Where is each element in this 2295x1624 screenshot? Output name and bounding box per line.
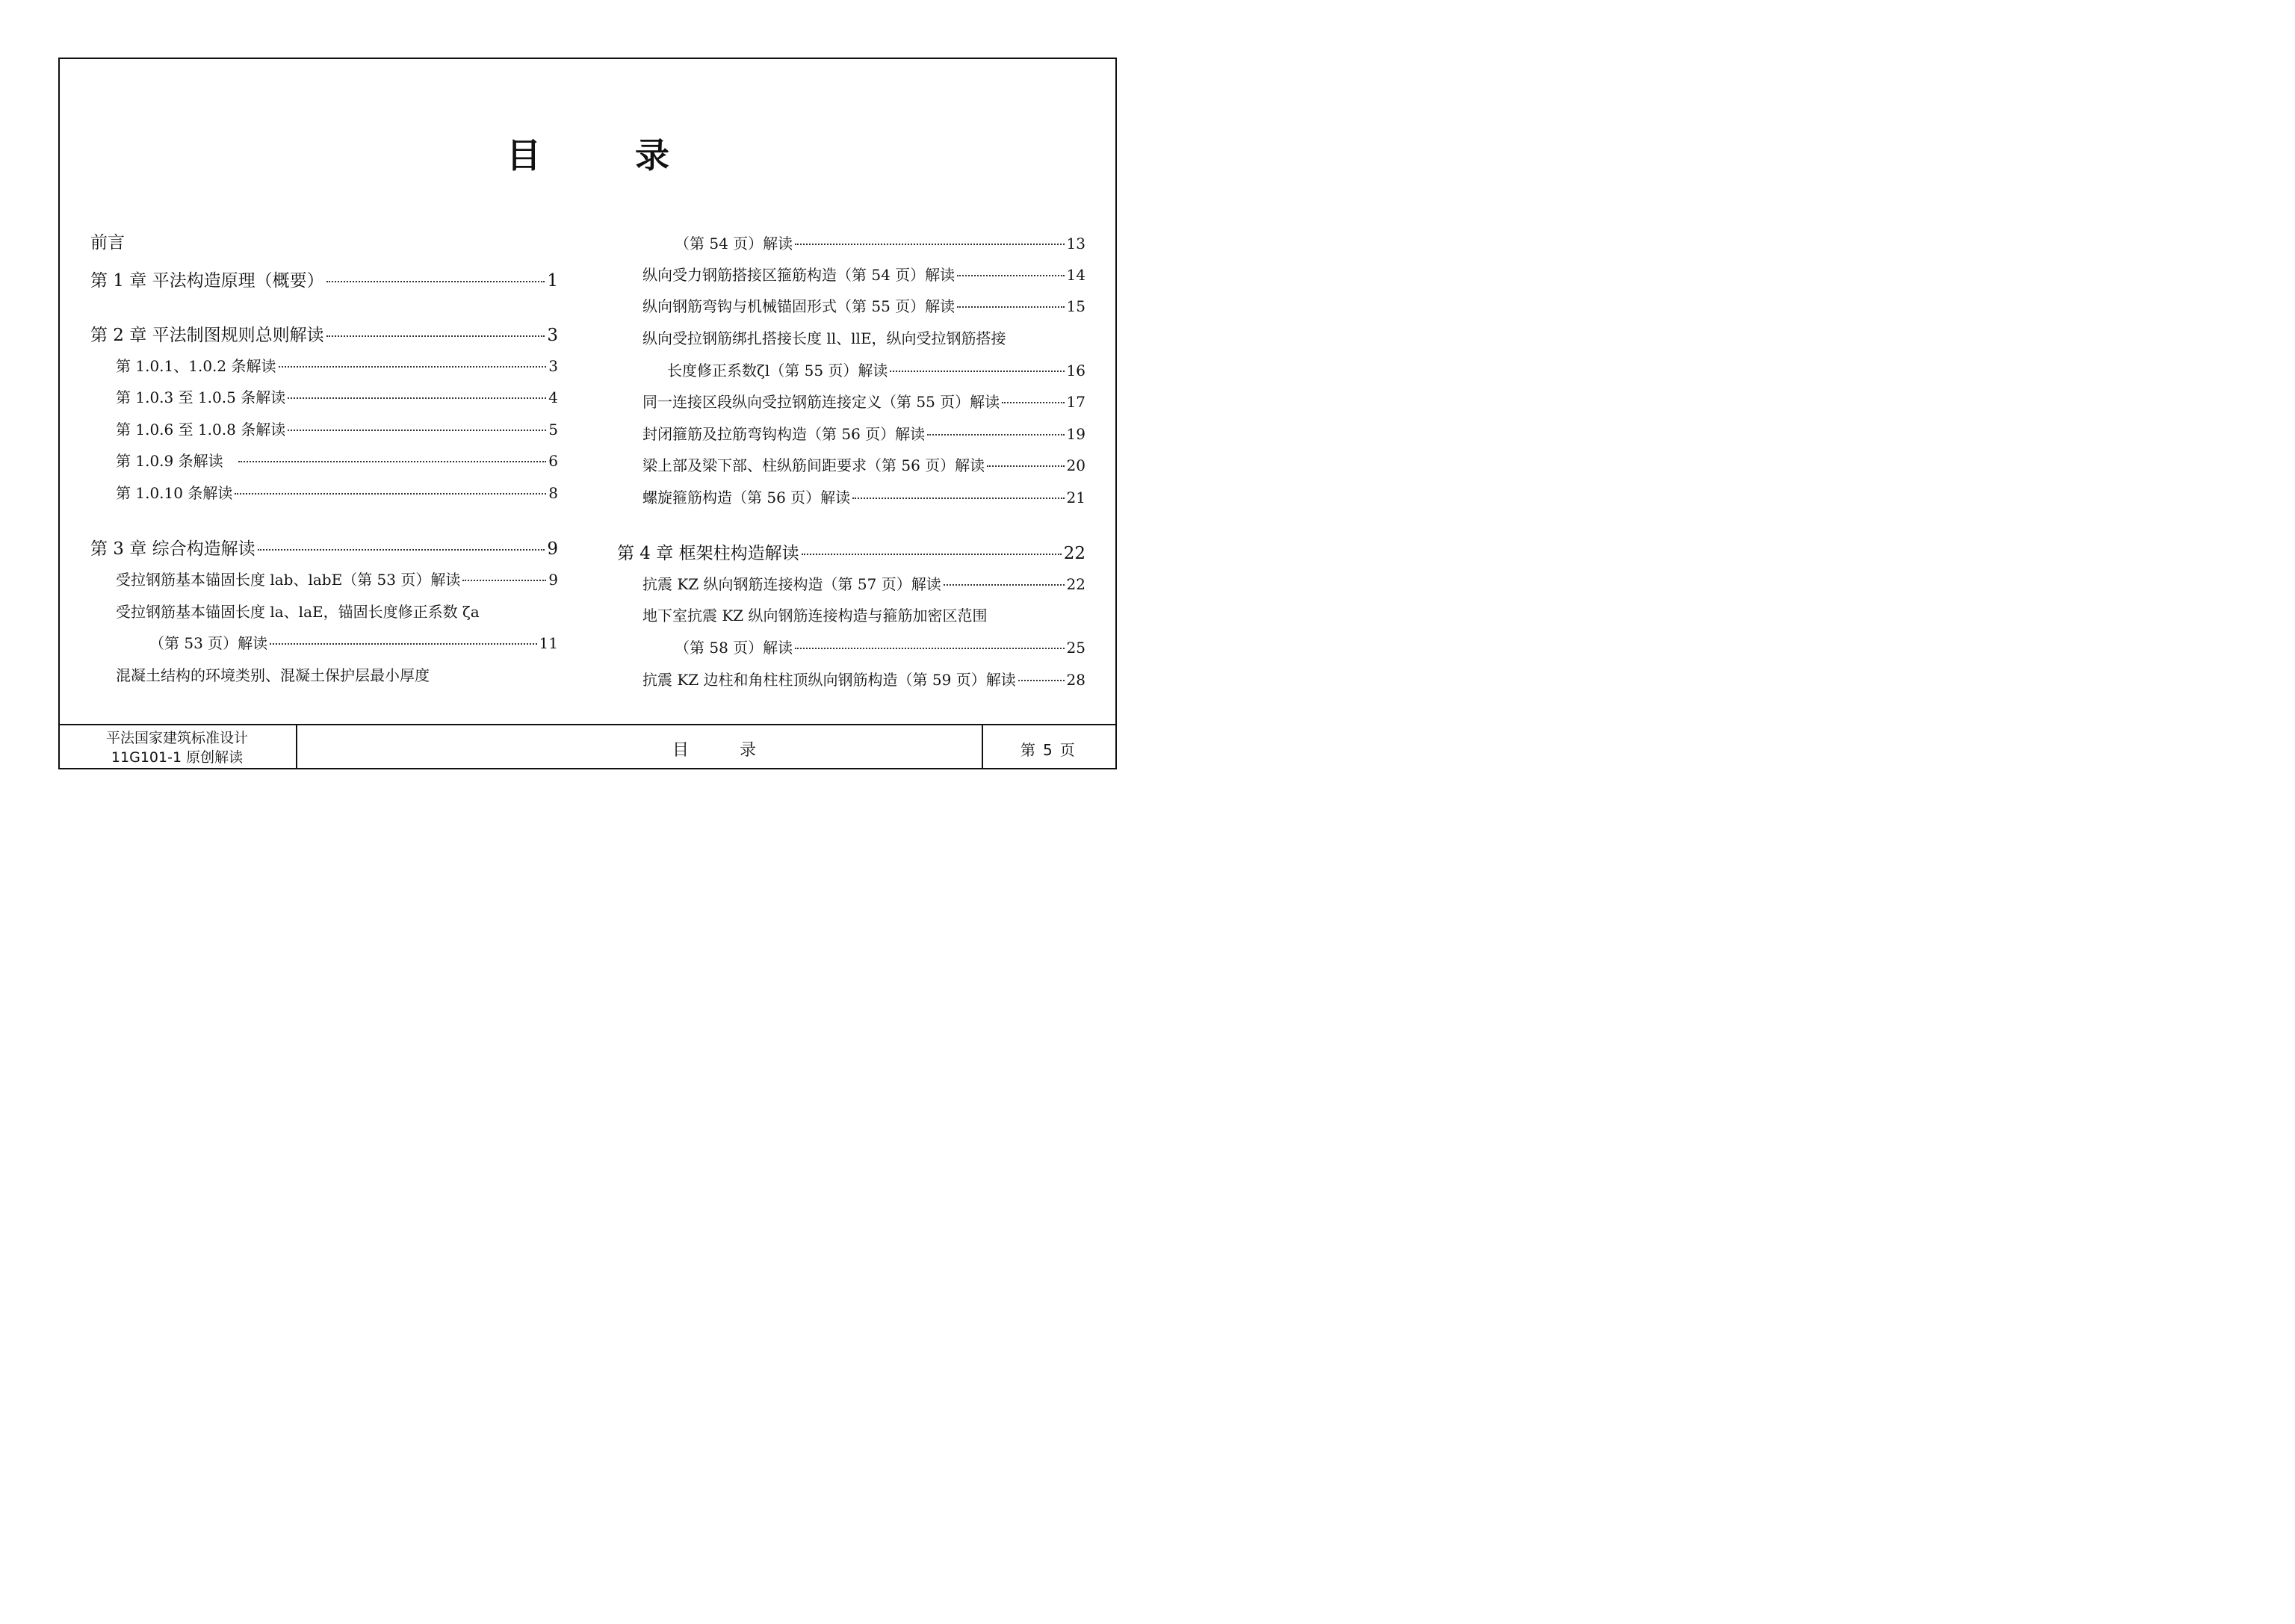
dot-leader [235,493,546,495]
dot-leader [802,554,1062,555]
toc-entry-section[interactable] [116,354,558,376]
toc-entry-section[interactable] [642,604,1085,625]
toc-entry-page: 14 [1066,266,1085,284]
toc-entry-section[interactable] [116,385,558,407]
toc-entry-chapter-4[interactable] [617,539,1085,564]
toc-entry-label: 受拉钢筋基本锚固长度 la、laE，锚固长度修正系数 ζa [116,603,480,621]
toc-entry-page: 22 [1063,544,1085,563]
toc-entry-label: 梁上部及梁下部、柱纵筋间距要求（第 56 页）解读 [642,456,985,474]
toc-entry-page: 25 [1066,639,1085,657]
toc-entry-page: 1 [547,271,558,291]
footer-page-number [1020,738,1083,760]
toc-entry-label: 长度修正系数ζl（第 55 页）解读 [667,362,888,379]
toc-entry-section[interactable] [642,422,1085,444]
toc-entry-label: 第 2 章 平法制图规则总则解读 [90,326,324,345]
dot-leader [326,281,545,282]
toc-entry-page: 3 [547,326,558,345]
toc-entry-page: 17 [1066,393,1085,411]
dot-leader [957,275,1064,276]
toc-entry-label: 前言 [90,233,125,252]
dot-leader [987,465,1064,467]
page-prefix: 第 [1020,741,1035,759]
dot-leader [927,434,1064,436]
toc-entry-section[interactable] [642,486,1085,507]
toc-entry-section-continued[interactable] [675,232,1085,253]
toc-entry-label: 受拉钢筋基本锚固长度 lab、labE（第 53 页）解读 [116,571,461,589]
dot-leader [258,549,545,551]
toc-entry-page: 16 [1066,362,1085,379]
dot-leader [944,584,1065,586]
toc-entry-page: 11 [539,634,558,652]
footer-title-char-2: 录 [740,741,757,760]
dot-leader [326,335,545,337]
footer-page-cell [983,725,1117,769]
toc-entry-page: 15 [1066,297,1085,315]
dot-leader [1002,402,1064,403]
toc-entry-page: 9 [548,571,558,589]
toc-entry-label: 第 1.0.1、1.0.2 条解读 [116,357,276,375]
page-number: 5 [1043,741,1053,759]
toc-entry-page: 8 [548,484,558,502]
toc-entry-chapter-2[interactable] [90,321,558,346]
toc-entry-label: 抗震 KZ 纵向钢筋连接构造（第 57 页）解读 [642,575,941,593]
toc-entry-label: 第 4 章 框架柱构造解读 [617,544,799,563]
toc-entry-label: 混凝土结构的环境类别、混凝土保护层最小厚度 [116,666,430,684]
toc-entry-section[interactable] [642,390,1085,412]
toc-entry-page: 5 [548,421,558,438]
toc-entry-page: 22 [1066,575,1085,593]
footer-series-line1: 平法国家建筑标准设计 [105,730,248,746]
toc-entry-section-continued[interactable] [675,636,1085,657]
toc-entry-preface[interactable] [90,229,558,253]
page-title-char-1: 目 [507,135,541,176]
footer-series-cell [58,725,297,769]
dot-leader [795,648,1064,649]
dot-leader [1018,680,1065,681]
toc-entry-section[interactable] [116,481,558,503]
toc-entry-label: 螺旋箍筋构造（第 56 页）解读 [642,489,851,506]
toc-entry-page: 4 [548,388,558,406]
toc-entry-label: 纵向受力钢筋搭接区箍筋构造（第 54 页）解读 [642,266,956,284]
toc-entry-section-continued[interactable] [149,631,558,653]
footer-title-block [58,724,1117,769]
dot-leader [279,366,547,368]
footer-series-line2: 11G101-1 原创解读 [111,749,244,766]
toc-entry-label: 第 1.0.3 至 1.0.5 条解读 [116,388,286,406]
toc-entry-page: 13 [1066,235,1085,252]
toc-entry-label: 纵向钢筋弯钩与机械锚固形式（第 55 页）解读 [642,297,956,315]
toc-entry-section[interactable] [116,568,558,589]
toc-entry-page: 19 [1066,425,1085,443]
dot-leader [795,244,1064,245]
toc-entry-chapter-1[interactable] [90,267,558,291]
dot-leader [890,371,1064,372]
toc-entry-page: 9 [547,539,558,559]
toc-entry-label: 第 3 章 综合构造解读 [90,539,255,559]
toc-entry-section[interactable] [642,668,1085,689]
dot-leader [238,461,547,462]
page-title-char-2: 录 [635,135,669,176]
toc-entry-section[interactable] [116,418,558,439]
toc-entry-label: （第 58 页）解读 [675,639,793,657]
toc-entry-label: 纵向受拉钢筋绑扎搭接长度 ll、llE，纵向受拉钢筋搭接 [642,329,1006,347]
toc-entry-page: 20 [1066,456,1085,474]
footer-title-char-1: 目 [672,741,690,760]
toc-entry-label: 封闭箍筋及拉筋弯钩构造（第 56 页）解读 [642,425,926,443]
footer-title-cell [297,725,983,769]
dot-leader [288,430,546,431]
toc-entry-page: 28 [1066,671,1085,689]
dot-leader [462,580,546,581]
toc-entry-label: 地下室抗震 KZ 纵向钢筋连接构造与箍筋加密区范围 [642,607,988,625]
toc-entry-page: 6 [548,452,558,470]
toc-entry-label: 抗震 KZ 边柱和角柱柱顶纵向钢筋构造（第 59 页）解读 [642,671,1016,689]
dot-leader [288,397,546,399]
toc-entry-chapter-3[interactable] [90,535,558,560]
toc-entry-section[interactable] [642,326,1085,348]
toc-entry-section-continued[interactable] [667,359,1085,380]
toc-entry-label: 同一连接区段纵向受拉钢筋连接定义（第 55 页）解读 [642,393,1000,411]
toc-entry-section[interactable] [116,663,558,685]
toc-entry-section[interactable] [642,294,1085,316]
toc-entry-page: 3 [548,357,558,375]
toc-entry-section[interactable] [116,449,558,471]
toc-entry-label: （第 54 页）解读 [675,235,793,252]
page-suffix: 页 [1059,741,1075,759]
toc-entry-page: 21 [1066,489,1085,506]
dot-leader [270,643,536,645]
toc-entry-label: （第 53 页）解读 [149,634,268,652]
toc-entry-label: 第 1.0.9 条解读 [116,452,223,470]
dot-leader [852,498,1064,499]
toc-entry-section[interactable] [642,263,1085,285]
toc-entry-section[interactable] [642,572,1085,594]
dot-leader [957,306,1064,308]
toc-entry-label: 第 1 章 平法构造原理（概要） [90,271,324,291]
toc-entry-label: 第 1.0.10 条解读 [116,484,233,502]
toc-entry-label: 第 1.0.6 至 1.0.8 条解读 [116,421,286,438]
toc-entry-section[interactable] [642,453,1085,475]
toc-entry-section[interactable] [116,600,558,622]
